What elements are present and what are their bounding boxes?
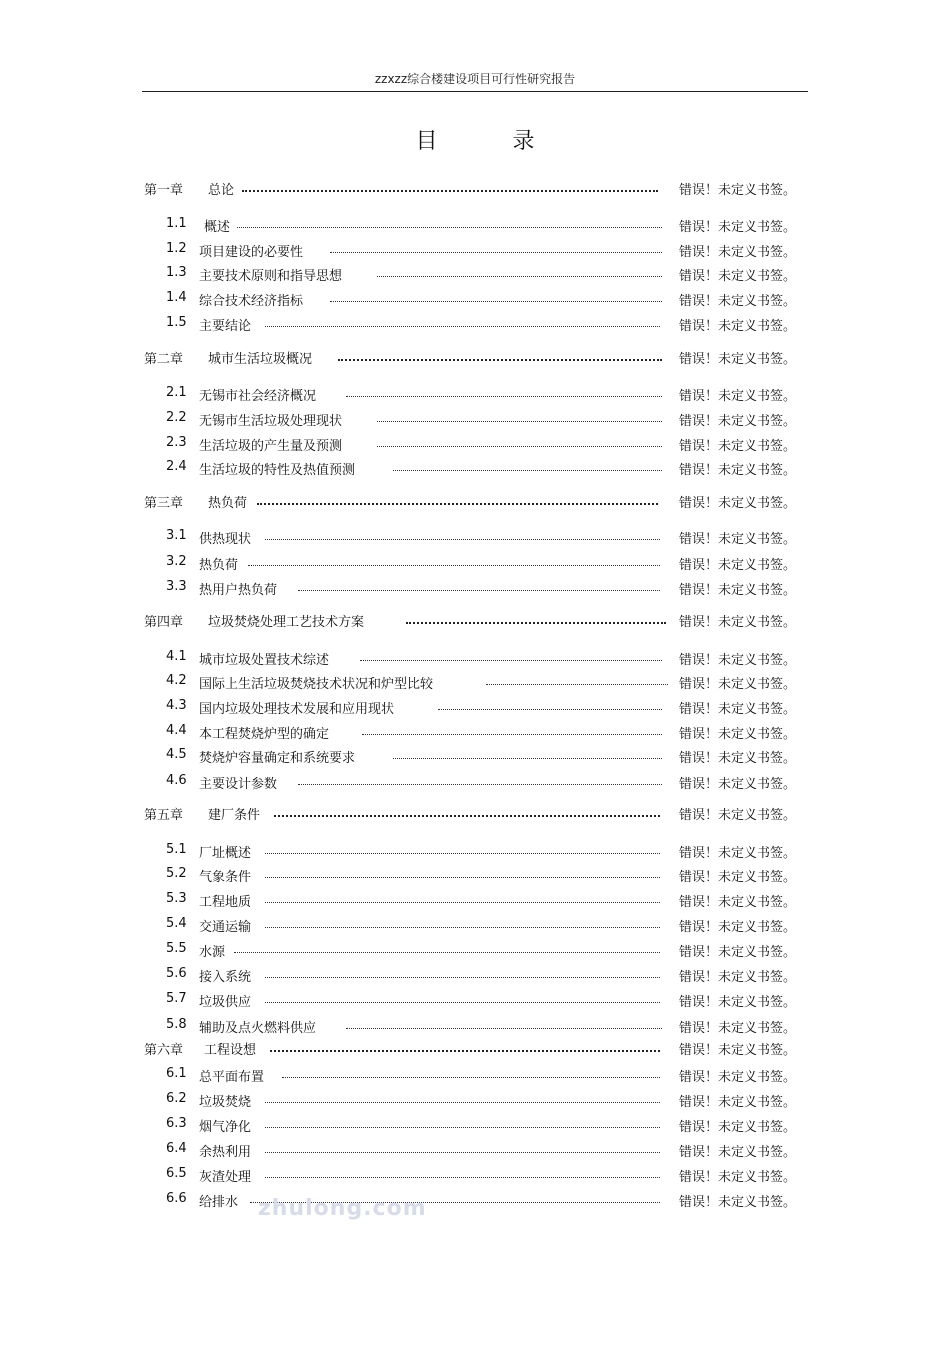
- toc-entry-number: 2.2: [166, 410, 187, 425]
- toc-entry-number: 5.2: [166, 866, 187, 881]
- toc-section-row[interactable]: [0, 773, 950, 791]
- toc-page-reference: 错误！未定义书签。: [679, 1145, 797, 1160]
- toc-section-row[interactable]: [0, 941, 950, 959]
- toc-page-reference: 错误！未定义书签。: [679, 1070, 797, 1085]
- toc-entry-label: 城市生活垃圾概况: [208, 352, 313, 367]
- toc-page-reference: 错误！未定义书签。: [679, 653, 797, 668]
- toc-entry-label: 给排水: [199, 1195, 239, 1210]
- toc-entry-label: 垃圾供应: [199, 995, 252, 1010]
- toc-dot-leader: [265, 1002, 660, 1003]
- toc-entry-label: 建厂条件: [208, 808, 261, 823]
- toc-entry-label: 总平面布置: [199, 1070, 265, 1085]
- toc-dot-leader: [346, 396, 662, 397]
- toc-page-reference: 错误！未定义书签。: [679, 995, 797, 1010]
- toc-page-reference: 错误！未定义书签。: [679, 970, 797, 985]
- toc-entry-label: 厂址概述: [199, 846, 252, 861]
- toc-page-reference: 错误！未定义书签。: [679, 751, 797, 766]
- toc-entry-number: 第六章: [144, 1043, 184, 1058]
- toc-page-reference: 错误！未定义书签。: [679, 439, 797, 454]
- toc-dot-leader: [265, 539, 660, 540]
- toc-entry-label: 余热利用: [199, 1145, 252, 1160]
- toc-entry-number: 4.2: [166, 673, 187, 688]
- toc-section-row[interactable]: [0, 891, 950, 909]
- toc-entry-number: 5.5: [166, 941, 187, 956]
- toc-section-row[interactable]: [0, 1191, 950, 1209]
- toc-section-row[interactable]: [0, 673, 950, 691]
- toc-entry-number: 6.1: [166, 1066, 187, 1081]
- toc-page-reference: 错误！未定义书签。: [679, 808, 797, 823]
- toc-entry-number: 4.5: [166, 747, 187, 762]
- toc-dot-leader: [346, 1028, 662, 1029]
- toc-dot-leader: [377, 421, 662, 422]
- toc-entry-number: 2.1: [166, 385, 187, 400]
- toc-section-row[interactable]: [0, 747, 950, 765]
- toc-entry-label: 交通运输: [199, 920, 252, 935]
- toc-page-reference: 错误！未定义书签。: [679, 777, 797, 792]
- toc-section-row[interactable]: [0, 385, 950, 403]
- toc-section-row[interactable]: [0, 1166, 950, 1184]
- toc-section-row[interactable]: [0, 241, 950, 259]
- toc-entry-label: 工程地质: [199, 895, 252, 910]
- toc-entry-label: 灰渣处理: [199, 1170, 252, 1185]
- toc-section-row[interactable]: [0, 649, 950, 667]
- toc-chapter-row[interactable]: [0, 611, 950, 629]
- toc-section-row[interactable]: [0, 991, 950, 1009]
- toc-entry-number: 第四章: [144, 615, 184, 630]
- toc-page-reference: 错误！未定义书签。: [679, 1021, 797, 1036]
- toc-entry-number: 4.3: [166, 698, 187, 713]
- toc-entry-label: 主要设计参数: [199, 777, 278, 792]
- toc-chapter-row[interactable]: [0, 179, 950, 197]
- toc-entry-number: 1.2: [166, 241, 187, 256]
- toc-dot-leader: [274, 815, 660, 817]
- toc-page-reference: 错误！未定义书签。: [679, 1195, 797, 1210]
- toc-entry-number: 5.3: [166, 891, 187, 906]
- toc-entry-number: 4.1: [166, 649, 187, 664]
- toc-entry-number: 2.3: [166, 435, 187, 450]
- toc-page-reference: 错误！未定义书签。: [679, 496, 797, 511]
- toc-dot-leader: [393, 758, 662, 759]
- toc-page-reference: 错误！未定义书签。: [679, 183, 797, 198]
- toc-page-reference: 错误！未定义书签。: [679, 846, 797, 861]
- toc-page-reference: 错误！未定义书签。: [679, 1170, 797, 1185]
- toc-entry-number: 1.1: [166, 216, 187, 231]
- toc-entry-number: 1.3: [166, 265, 187, 280]
- watermark: zhulong.com: [258, 1196, 427, 1221]
- toc-dot-leader: [242, 190, 658, 192]
- toc-chapter-row[interactable]: [0, 492, 950, 510]
- toc-entry-label: 辅助及点火燃料供应: [199, 1021, 317, 1036]
- toc-page-reference: 错误！未定义书签。: [679, 1095, 797, 1110]
- toc-entry-label: 国际上生活垃圾焚烧技术状况和炉型比较: [199, 677, 434, 692]
- toc-entry-label: 概述: [204, 220, 231, 235]
- toc-dot-leader: [377, 276, 662, 277]
- toc-entry-number: 4.4: [166, 723, 187, 738]
- toc-dot-leader: [282, 1077, 660, 1078]
- toc-entry-number: 1.4: [166, 290, 187, 305]
- toc-entry-label: 国内垃圾处理技术发展和应用现状: [199, 702, 395, 717]
- toc-section-row[interactable]: [0, 579, 950, 597]
- toc-entry-number: 5.4: [166, 916, 187, 931]
- toc-page-reference: 错误！未定义书签。: [679, 558, 797, 573]
- toc-page-reference: 错误！未定义书签。: [679, 389, 797, 404]
- toc-section-row[interactable]: [0, 435, 950, 453]
- toc-entry-number: 6.3: [166, 1116, 187, 1131]
- toc-section-row[interactable]: [0, 410, 950, 428]
- toc-dot-leader: [265, 853, 660, 854]
- toc-entry-number: 4.6: [166, 773, 187, 788]
- toc-entry-number: 第二章: [144, 352, 184, 367]
- toc-dot-leader: [298, 590, 660, 591]
- toc-dot-leader: [265, 877, 660, 878]
- toc-section-row[interactable]: [0, 966, 950, 984]
- toc-page-reference: 错误！未定义书签。: [679, 615, 797, 630]
- toc-entry-label: 水源: [199, 945, 226, 960]
- toc-dot-leader: [298, 784, 662, 785]
- toc-entry-label: 主要结论: [199, 319, 252, 334]
- toc-entry-number: 第三章: [144, 496, 184, 511]
- toc-section-row[interactable]: [0, 916, 950, 934]
- toc-page-reference: 错误！未定义书签。: [679, 702, 797, 717]
- toc-dot-leader: [237, 227, 662, 228]
- toc-entry-number: 6.5: [166, 1166, 187, 1181]
- toc-dot-leader: [265, 977, 660, 978]
- toc-entry-label: 热用户热负荷: [199, 583, 278, 598]
- toc-page-reference: 错误！未定义书签。: [679, 463, 797, 478]
- toc-page-reference: 错误！未定义书签。: [679, 352, 797, 367]
- toc-section-row[interactable]: [0, 528, 950, 546]
- toc-section-row[interactable]: [0, 315, 950, 333]
- toc-page-reference: 错误！未定义书签。: [679, 1043, 797, 1058]
- toc-entry-number: 3.3: [166, 579, 187, 594]
- toc-entry-label: 主要技术原则和指导思想: [199, 269, 343, 284]
- toc-dot-leader: [486, 684, 668, 685]
- toc-entry-number: 3.2: [166, 554, 187, 569]
- toc-page-reference: 错误！未定义书签。: [679, 532, 797, 547]
- toc-dot-leader: [265, 1127, 660, 1128]
- toc-dot-leader: [265, 1177, 660, 1178]
- toc-dot-leader: [248, 565, 660, 566]
- report-header-title: zzxzz综合楼建设项目可行性研究报告: [374, 72, 576, 86]
- toc-entry-label: 接入系统: [199, 970, 252, 985]
- toc-page-reference: 错误！未定义书签。: [679, 220, 797, 235]
- toc-entry-label: 城市垃圾处置技术综述: [199, 653, 330, 668]
- toc-title: 目 录: [415, 129, 569, 154]
- toc-section-row[interactable]: [0, 216, 950, 234]
- toc-dot-leader: [362, 734, 662, 735]
- toc-dot-leader: [438, 709, 662, 710]
- toc-entry-number: 第五章: [144, 808, 184, 823]
- toc-dot-leader: [234, 952, 660, 953]
- toc-entry-number: 1.5: [166, 315, 187, 330]
- toc-section-row[interactable]: [0, 723, 950, 741]
- toc-dot-leader: [393, 470, 662, 471]
- toc-section-row[interactable]: [0, 1066, 950, 1084]
- toc-section-row[interactable]: [0, 698, 950, 716]
- toc-page-reference: 错误！未定义书签。: [679, 870, 797, 885]
- toc-section-row[interactable]: [0, 842, 950, 860]
- toc-entry-label: 垃圾焚烧: [199, 1095, 252, 1110]
- toc-section-row[interactable]: [0, 866, 950, 884]
- toc-entry-number: 5.7: [166, 991, 187, 1006]
- toc-dot-leader: [338, 359, 662, 361]
- toc-entry-label: 垃圾焚烧处理工艺技术方案: [208, 615, 365, 630]
- toc-dot-leader: [265, 326, 660, 327]
- toc-entry-number: 6.2: [166, 1091, 187, 1106]
- toc-entry-number: 5.1: [166, 842, 187, 857]
- toc-entry-label: 总论: [208, 183, 235, 198]
- toc-page-reference: 错误！未定义书签。: [679, 1120, 797, 1135]
- toc-dot-leader: [330, 301, 662, 302]
- toc-page-reference: 错误！未定义书签。: [679, 920, 797, 935]
- toc-page-reference: 错误！未定义书签。: [679, 294, 797, 309]
- toc-section-row[interactable]: [0, 459, 950, 477]
- toc-chapter-row[interactable]: [0, 348, 950, 366]
- toc-page-reference: 错误！未定义书签。: [679, 727, 797, 742]
- toc-dot-leader: [406, 622, 666, 624]
- toc-page-reference: 错误！未定义书签。: [679, 245, 797, 260]
- toc-entry-label: 烟气净化: [199, 1120, 252, 1135]
- toc-page-reference: 错误！未定义书签。: [679, 319, 797, 334]
- toc-dot-leader: [257, 503, 658, 505]
- toc-page-reference: 错误！未定义书签。: [679, 414, 797, 429]
- toc-page-reference: 错误！未定义书签。: [679, 583, 797, 598]
- toc-dot-leader: [265, 902, 660, 903]
- toc-entry-number: 2.4: [166, 459, 187, 474]
- toc-entry-label: 综合技术经济指标: [199, 294, 304, 309]
- toc-entry-number: 5.8: [166, 1017, 187, 1032]
- toc-entry-number: 6.6: [166, 1191, 187, 1206]
- toc-entry-number: 3.1: [166, 528, 187, 543]
- toc-entry-label: 本工程焚烧炉型的确定: [199, 727, 330, 742]
- toc-entry-label: 生活垃圾的特性及热值预测: [199, 463, 356, 478]
- toc-entry-label: 无锡市社会经济概况: [199, 389, 317, 404]
- toc-section-row[interactable]: [0, 265, 950, 283]
- toc-section-row[interactable]: [0, 1017, 950, 1035]
- toc-section-row[interactable]: [0, 554, 950, 572]
- toc-entry-label: 热负荷: [208, 496, 248, 511]
- toc-entry-label: 焚烧炉容量确定和系统要求: [199, 751, 356, 766]
- toc-dot-leader: [330, 252, 662, 253]
- toc-section-row[interactable]: [0, 290, 950, 308]
- toc-entry-label: 工程设想: [204, 1043, 257, 1058]
- toc-section-row[interactable]: [0, 1091, 950, 1109]
- toc-entry-label: 气象条件: [199, 870, 252, 885]
- toc-entry-label: 生活垃圾的产生量及预测: [199, 439, 343, 454]
- toc-section-row[interactable]: [0, 1141, 950, 1159]
- toc-chapter-row[interactable]: [0, 1039, 950, 1057]
- toc-page-reference: 错误！未定义书签。: [679, 269, 797, 284]
- toc-dot-leader: [265, 1102, 660, 1103]
- toc-page-reference: 错误！未定义书签。: [679, 677, 797, 692]
- toc-chapter-row[interactable]: [0, 804, 950, 822]
- toc-dot-leader: [270, 1050, 660, 1052]
- toc-dot-leader: [377, 446, 662, 447]
- toc-page-reference: 错误！未定义书签。: [679, 895, 797, 910]
- toc-dot-leader: [360, 660, 662, 661]
- toc-entry-label: 无锡市生活垃圾处理现状: [199, 414, 343, 429]
- toc-entry-number: 第一章: [144, 183, 184, 198]
- toc-entry-number: 6.4: [166, 1141, 187, 1156]
- toc-page-reference: 错误！未定义书签。: [679, 945, 797, 960]
- toc-entry-label: 供热现状: [199, 532, 252, 547]
- toc-dot-leader: [265, 927, 660, 928]
- toc-section-row[interactable]: [0, 1116, 950, 1134]
- toc-entry-label: 项目建设的必要性: [199, 245, 304, 260]
- toc-entry-label: 热负荷: [199, 558, 239, 573]
- toc-entry-number: 5.6: [166, 966, 187, 981]
- toc-dot-leader: [265, 1152, 660, 1153]
